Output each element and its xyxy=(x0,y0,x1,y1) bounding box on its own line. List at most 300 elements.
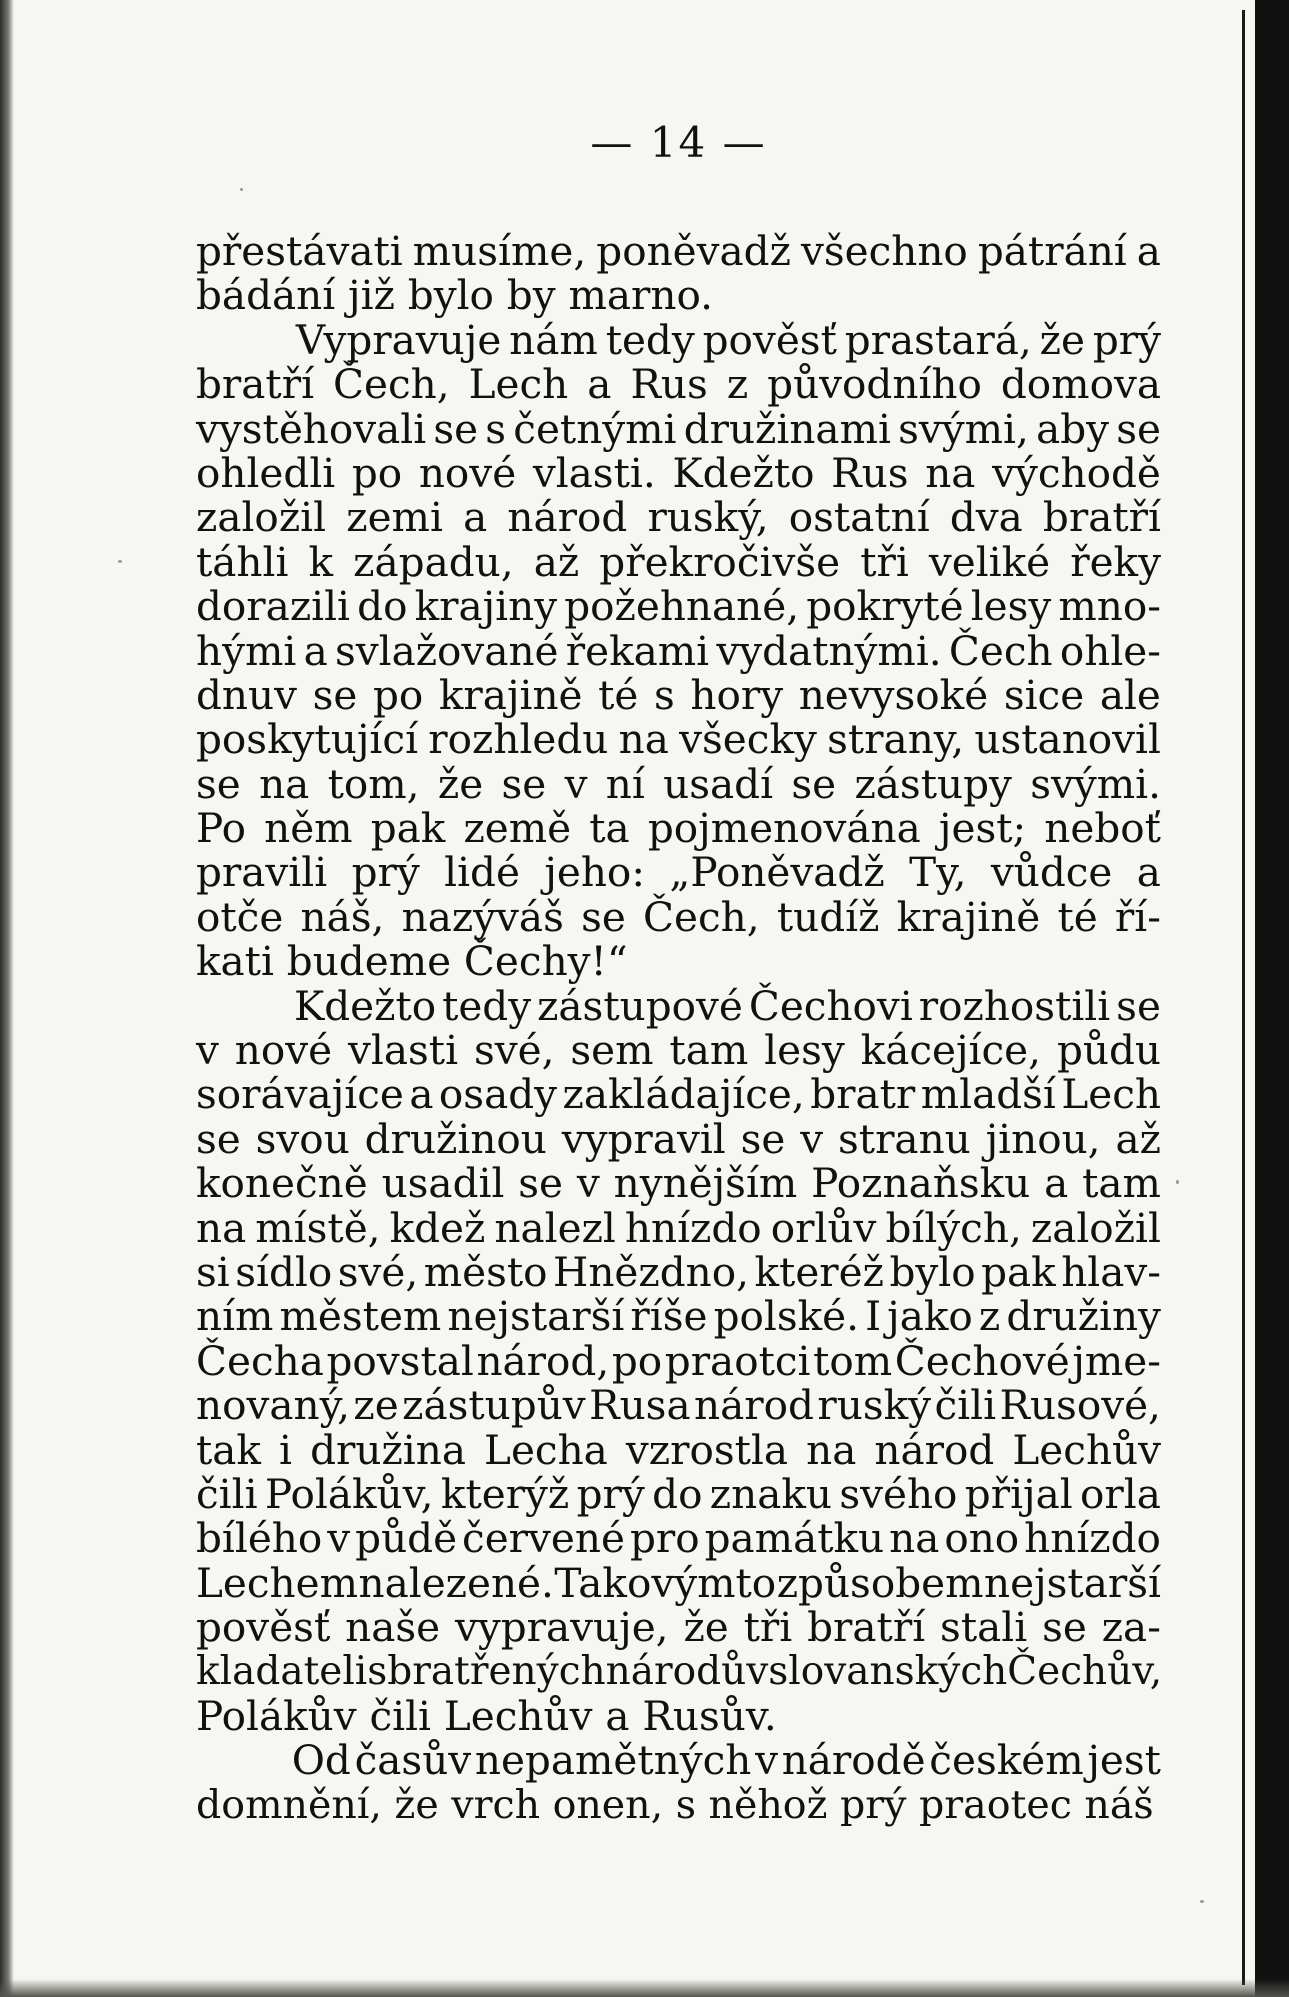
word: Čech, xyxy=(643,892,760,941)
word: kladateli xyxy=(196,1648,368,1694)
text-line xyxy=(196,804,1161,853)
text-line xyxy=(196,315,1161,364)
paragraph xyxy=(196,315,1161,986)
word: pro xyxy=(629,1514,700,1563)
text-line xyxy=(196,229,1161,273)
word: řeky xyxy=(1070,537,1161,586)
word: řekami xyxy=(565,626,710,675)
word: a xyxy=(1136,227,1161,275)
word: usadil xyxy=(381,1159,505,1208)
scan-right-rule xyxy=(1242,10,1245,1985)
word: tedy xyxy=(442,981,532,1030)
text-line xyxy=(196,582,1161,631)
word: Polákův, xyxy=(264,1469,434,1518)
word: hnízdo xyxy=(1024,1514,1161,1563)
text-line xyxy=(196,937,1161,986)
text-line xyxy=(196,404,1161,453)
word: Rus xyxy=(630,360,708,409)
word: Lecha xyxy=(484,1425,608,1474)
word: v xyxy=(755,1736,778,1785)
word: ruský, xyxy=(647,493,769,542)
body-text xyxy=(196,229,1161,1827)
text-line xyxy=(196,1783,1161,1827)
word: Lech xyxy=(468,360,569,409)
word: praotci xyxy=(664,1336,811,1385)
word: svou xyxy=(255,1114,350,1163)
word: překročivše xyxy=(599,537,841,586)
word: pak xyxy=(370,804,446,853)
word: z xyxy=(726,360,749,409)
word: povstal xyxy=(326,1336,474,1385)
word: se xyxy=(501,759,547,808)
word: jinou, xyxy=(985,1114,1101,1163)
word: družinami xyxy=(683,404,891,453)
word: Čecha xyxy=(196,1336,324,1385)
word: že xyxy=(437,759,484,808)
word: bratří xyxy=(1042,493,1161,542)
word: prý xyxy=(576,1469,645,1518)
word: v xyxy=(327,1514,351,1563)
word: Vypravuje xyxy=(295,315,502,364)
word: západu, xyxy=(353,537,514,586)
word: všecky xyxy=(679,715,817,764)
word: poněvadž xyxy=(596,227,791,275)
word: se xyxy=(740,1114,786,1163)
word: městem xyxy=(279,1292,442,1341)
word: vydatnými. xyxy=(716,626,942,675)
word: po xyxy=(372,670,424,719)
word: Od xyxy=(291,1736,351,1785)
word: kácejíce, xyxy=(860,1026,1042,1075)
word: pak xyxy=(981,1247,1056,1296)
word: země xyxy=(463,804,572,853)
word: konečně xyxy=(196,1159,368,1208)
word: říše xyxy=(630,1292,708,1341)
word: se xyxy=(791,759,837,808)
word: jako xyxy=(887,1292,973,1341)
word: bratří xyxy=(807,1603,926,1652)
paper-speck xyxy=(118,560,122,563)
word: jme- xyxy=(1072,1336,1161,1385)
word: táhli xyxy=(196,537,289,586)
word: Rusové, xyxy=(999,1381,1161,1430)
word: ohledli xyxy=(196,448,336,497)
word: rozhostili xyxy=(918,981,1111,1030)
word: do xyxy=(652,1469,703,1518)
word: jest; xyxy=(938,804,1027,853)
word: pojmenována xyxy=(647,804,921,853)
page-number: — 14 — xyxy=(590,118,767,167)
word: tři xyxy=(860,537,909,586)
paragraph xyxy=(196,981,1163,1740)
text-line xyxy=(196,360,1161,409)
text-line xyxy=(196,1114,1161,1163)
paragraph-indent xyxy=(196,1738,288,1782)
word: vzrostla xyxy=(625,1425,789,1474)
paragraph-indent xyxy=(196,984,288,1028)
word: národ xyxy=(507,493,628,542)
word: hými xyxy=(196,626,297,675)
word: vypravuje, xyxy=(454,1603,669,1652)
paragraph-indent xyxy=(196,318,288,362)
word: se xyxy=(581,892,626,941)
word: ustanovil xyxy=(974,715,1161,764)
word: lesy xyxy=(764,1026,845,1075)
word: nynějším xyxy=(613,1159,798,1208)
text-line xyxy=(196,271,1161,320)
word: svého xyxy=(839,1469,958,1518)
word: národův xyxy=(605,1648,769,1694)
word: sem xyxy=(570,1026,654,1075)
word: Ty, xyxy=(909,848,967,897)
word: nalezené. xyxy=(358,1558,554,1607)
word: město xyxy=(423,1247,548,1296)
word: I xyxy=(865,1292,882,1341)
word: Lech xyxy=(1061,1070,1161,1119)
word: ním xyxy=(196,1292,274,1341)
word: tom xyxy=(813,1336,893,1385)
word: pravili xyxy=(196,848,328,897)
word: tři xyxy=(743,1603,793,1652)
text-line xyxy=(196,981,1161,1030)
text-line xyxy=(196,1336,1161,1385)
word: ní xyxy=(605,759,645,808)
word: půdě xyxy=(355,1514,458,1563)
paragraph xyxy=(196,229,1161,318)
word: původního xyxy=(767,360,982,409)
word: hlav- xyxy=(1061,1247,1161,1296)
word: „Poněvadž xyxy=(669,848,885,897)
word: přijal xyxy=(964,1469,1073,1518)
word: a xyxy=(587,360,612,409)
word: hnízdo xyxy=(624,1203,762,1252)
word: až xyxy=(1115,1114,1161,1163)
word: Čech, xyxy=(333,360,450,409)
word: tam xyxy=(669,1026,749,1075)
word: mladší xyxy=(920,1070,1056,1119)
word: bratr xyxy=(810,1070,916,1119)
word: něm xyxy=(264,804,353,853)
word: Čechové xyxy=(894,1336,1070,1385)
word: z xyxy=(978,1292,1001,1341)
word: poskytující xyxy=(196,715,419,764)
text-line xyxy=(196,1381,1161,1430)
word: ohle- xyxy=(1059,626,1161,675)
word: nové xyxy=(418,448,517,497)
word: Rusa xyxy=(589,1381,691,1430)
word: veliké xyxy=(928,537,1051,586)
word: polské. xyxy=(713,1292,860,1341)
word: že xyxy=(683,1603,729,1652)
word: založil xyxy=(1030,1203,1161,1252)
word: svými. xyxy=(1030,759,1161,808)
word: že xyxy=(1039,315,1085,364)
word: ostatní xyxy=(788,493,930,542)
word: na xyxy=(259,759,310,808)
word: se xyxy=(196,759,241,808)
word: Čechův, xyxy=(1007,1648,1163,1694)
word: ono xyxy=(944,1514,1020,1563)
word: vypravil xyxy=(561,1114,726,1163)
word: požehnané, xyxy=(564,582,800,631)
word: tak xyxy=(196,1425,261,1474)
word: krajiny xyxy=(414,582,558,631)
word: vlasti. xyxy=(532,448,656,497)
line-text: kati budeme Čechy!“ xyxy=(196,937,628,986)
word: zakládajíce, xyxy=(562,1070,805,1119)
page-left-edge-shadow xyxy=(0,0,14,1997)
text-line xyxy=(196,1026,1161,1075)
word: družina xyxy=(310,1425,466,1474)
word: na xyxy=(889,1514,940,1563)
word: českém xyxy=(929,1736,1084,1785)
text-line xyxy=(196,892,1161,941)
word: sbratřených xyxy=(367,1648,606,1694)
word: za- xyxy=(1101,1603,1161,1652)
word: neboť xyxy=(1044,804,1161,853)
word: čili xyxy=(196,1469,258,1518)
word: orlův xyxy=(770,1203,877,1252)
word: způsobem xyxy=(776,1558,984,1607)
word: se xyxy=(433,404,479,453)
text-line xyxy=(196,1514,1161,1563)
word: krajině xyxy=(438,670,583,719)
word: ruský xyxy=(817,1381,932,1430)
word: sice xyxy=(1003,670,1085,719)
word: a xyxy=(1044,1159,1069,1208)
word: tedy xyxy=(605,315,695,364)
word: pokryté xyxy=(806,582,964,631)
word: nazýváš xyxy=(401,892,564,941)
word: v xyxy=(800,1114,824,1163)
word: náš, xyxy=(300,892,385,941)
paper-speck xyxy=(1200,1900,1204,1903)
text-line xyxy=(196,1558,1161,1607)
word: musíme, xyxy=(412,227,587,275)
word: národě xyxy=(781,1736,926,1785)
word: zástupové xyxy=(537,981,743,1030)
text-line xyxy=(196,715,1161,764)
text-line xyxy=(196,1425,1161,1474)
word: místě, xyxy=(255,1203,381,1252)
word: domova xyxy=(1000,360,1161,409)
word: s xyxy=(485,404,507,453)
word: a xyxy=(303,626,328,675)
word: na xyxy=(806,1425,857,1474)
word: prastará, xyxy=(844,315,1032,364)
book-page-text xyxy=(196,118,1161,1827)
word: do xyxy=(357,582,408,631)
word: a xyxy=(463,493,488,542)
word: časův xyxy=(354,1736,472,1785)
word: rozhledu xyxy=(428,715,609,764)
word: na xyxy=(196,1203,247,1252)
word: své, xyxy=(473,1026,555,1075)
word: vůdce xyxy=(990,848,1113,897)
word: s xyxy=(653,670,675,719)
word: si xyxy=(196,1247,230,1296)
word: Po xyxy=(196,804,246,853)
word: té xyxy=(598,670,639,719)
word: nejstarší xyxy=(447,1292,625,1341)
word: v xyxy=(564,759,588,808)
word: na xyxy=(618,715,669,764)
word: zástupy xyxy=(854,759,1012,808)
word: pátrání xyxy=(977,227,1127,275)
word: lidé xyxy=(444,848,520,897)
word: přestávati xyxy=(196,227,403,275)
word: a xyxy=(1136,848,1161,897)
text-line xyxy=(196,626,1161,675)
text-line xyxy=(196,1159,1161,1208)
word: Kdežto xyxy=(672,448,815,497)
text-line xyxy=(196,670,1161,719)
word: pověsť xyxy=(702,315,837,364)
word: své, xyxy=(337,1247,419,1296)
word: tom, xyxy=(327,759,420,808)
word: bílého xyxy=(196,1514,323,1563)
text-line xyxy=(196,1203,1161,1252)
word: se xyxy=(196,1114,241,1163)
word: kdež xyxy=(389,1203,486,1252)
word: kteréž xyxy=(754,1247,884,1296)
word: Takovýmto xyxy=(554,1558,777,1607)
page-bottom-edge-shadow xyxy=(0,1979,1289,1997)
word: jeho: xyxy=(544,848,645,897)
word: nám xyxy=(509,315,598,364)
text-line xyxy=(196,448,1161,497)
word: družinou xyxy=(364,1114,547,1163)
word: dorazili xyxy=(196,582,351,631)
word: Kdežto xyxy=(293,981,437,1030)
word: vlasti xyxy=(348,1026,459,1075)
word: mno- xyxy=(1058,582,1161,631)
word: Hnězdno, xyxy=(553,1247,750,1296)
word: svými, xyxy=(898,404,1029,453)
word: červené xyxy=(462,1514,625,1563)
word: zemi xyxy=(346,493,443,542)
word: novaný, xyxy=(196,1381,350,1430)
word: na xyxy=(925,448,976,497)
word: kterýž xyxy=(440,1469,570,1518)
text-line xyxy=(196,759,1161,808)
word: Lechem xyxy=(196,1558,358,1607)
text-line xyxy=(196,1650,1161,1694)
text-line xyxy=(196,493,1161,542)
word: nalezl xyxy=(494,1203,616,1252)
word: strany, xyxy=(827,715,965,764)
word: slovanských xyxy=(768,1648,1008,1694)
word: půdu xyxy=(1056,1026,1161,1075)
word: národ, xyxy=(476,1336,610,1385)
text-line xyxy=(196,848,1161,897)
word: dnuv xyxy=(196,670,297,719)
text-line xyxy=(196,1691,1161,1740)
word: Lechův xyxy=(1012,1425,1161,1474)
word: ze xyxy=(353,1381,399,1430)
word: stranu xyxy=(838,1114,971,1163)
word: ří- xyxy=(1114,892,1161,941)
text-line xyxy=(196,1070,1161,1119)
word: četnými xyxy=(513,404,677,453)
word: se xyxy=(1042,1603,1087,1652)
word: národ xyxy=(694,1381,814,1430)
word: sídlo xyxy=(235,1247,333,1296)
word: Rus xyxy=(831,448,909,497)
text-line xyxy=(196,1292,1161,1341)
word: prý xyxy=(351,848,420,897)
word: založil xyxy=(196,493,327,542)
word: po xyxy=(611,1336,663,1385)
word: sorávajíce xyxy=(196,1070,404,1119)
word: k xyxy=(308,537,334,586)
word: ale xyxy=(1099,670,1161,719)
word: jest xyxy=(1087,1736,1161,1785)
word: bratří xyxy=(196,360,315,409)
word: bylo xyxy=(889,1247,976,1296)
word: svlažované xyxy=(334,626,559,675)
text-line xyxy=(196,1736,1161,1785)
paragraph xyxy=(196,1738,1161,1827)
word: nepamětných xyxy=(474,1736,752,1785)
word: Čech xyxy=(948,626,1053,675)
word: v xyxy=(196,1026,219,1075)
word: nevysoké xyxy=(798,670,989,719)
word: tam xyxy=(1082,1159,1161,1208)
word: zástupův xyxy=(402,1381,586,1430)
word: Čechovi xyxy=(748,981,913,1030)
word: tudíž xyxy=(776,892,880,941)
word: pověsť xyxy=(196,1603,331,1652)
word: Poznaňsku xyxy=(811,1159,1031,1208)
word: ta xyxy=(589,804,630,853)
word: se xyxy=(1116,981,1161,1030)
word: vystěhovali xyxy=(196,404,427,453)
text-line xyxy=(196,1247,1161,1296)
word: se xyxy=(312,670,358,719)
word: čili xyxy=(934,1381,997,1430)
word: bílých, xyxy=(885,1203,1022,1252)
word: usadí xyxy=(663,759,774,808)
word: stali xyxy=(940,1603,1028,1652)
word: všechno xyxy=(800,227,968,275)
word: hory xyxy=(690,670,784,719)
text-line xyxy=(196,1469,1161,1518)
paper-speck xyxy=(1176,1180,1179,1184)
word: památku xyxy=(704,1514,885,1563)
word: družiny xyxy=(1006,1292,1161,1341)
word: i xyxy=(279,1425,292,1474)
word: krajině xyxy=(896,892,1041,941)
line-text: Polákův čili Lechův a Rusův. xyxy=(196,1691,777,1740)
word: východě xyxy=(992,448,1161,497)
scan-right-border xyxy=(1255,0,1289,1997)
word: orla xyxy=(1080,1469,1161,1518)
word: se xyxy=(518,1159,564,1208)
word: znaku xyxy=(709,1469,832,1518)
line-text: bádání již bylo by marno. xyxy=(196,271,714,320)
word: a xyxy=(409,1070,434,1119)
word: po xyxy=(351,448,403,497)
word: naše xyxy=(345,1603,441,1652)
text-line xyxy=(196,537,1161,586)
word: dva xyxy=(949,493,1023,542)
line-text: domnění, že vrch onen, s něhož prý praotec náš xyxy=(196,1781,1154,1828)
word: aby xyxy=(1036,404,1110,453)
word: té xyxy=(1057,892,1098,941)
word: otče xyxy=(196,892,284,941)
word: v xyxy=(576,1159,600,1208)
